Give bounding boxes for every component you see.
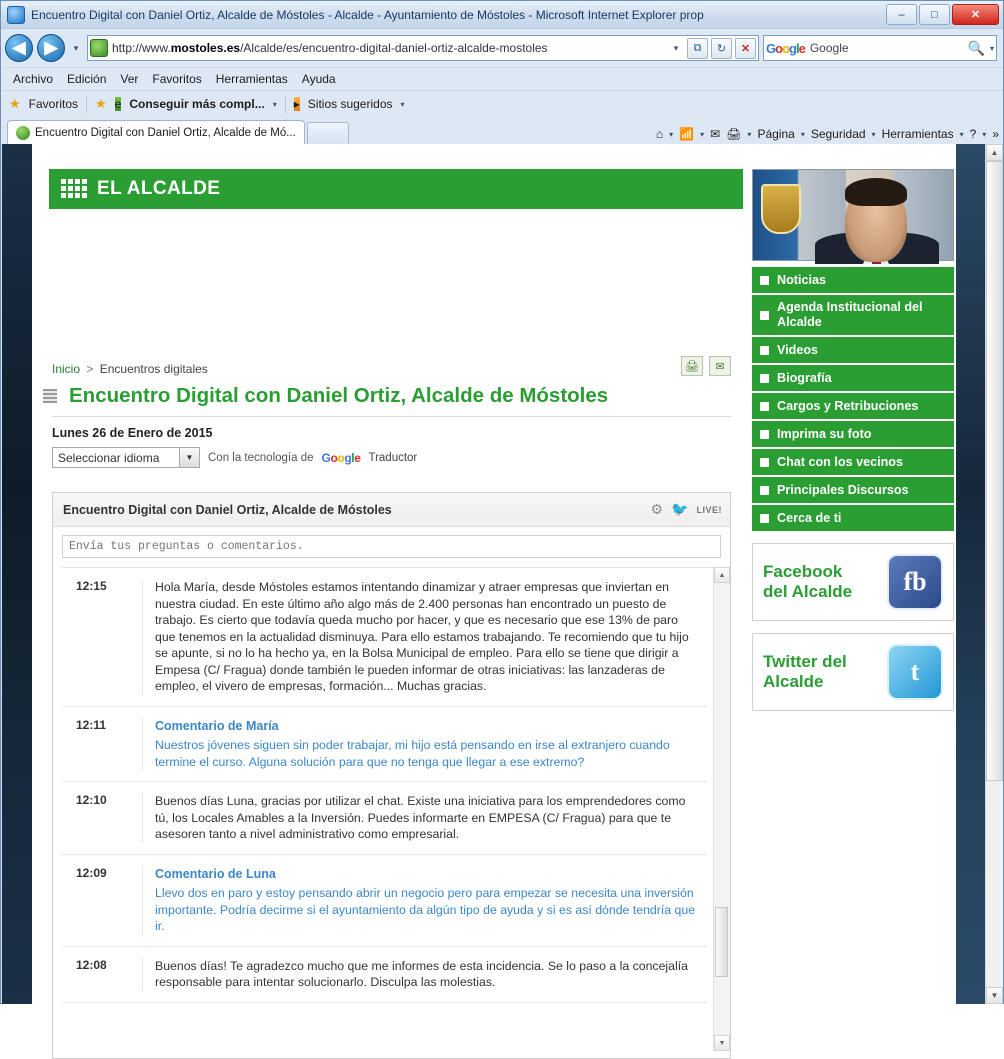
home-icon[interactable]: ⌂ <box>655 127 664 141</box>
message-body <box>142 718 697 771</box>
search-input[interactable]: Google <box>809 41 849 55</box>
message-time: 12:11 <box>76 717 107 732</box>
back-button[interactable]: ◀ <box>5 34 33 62</box>
menu-item-ver[interactable]: Ver <box>120 72 139 86</box>
coat-of-arms-icon <box>761 184 801 234</box>
stop-icon[interactable]: ✕ <box>735 38 756 59</box>
navigation-bar <box>1 29 1003 67</box>
chevron-down-icon[interactable]: ▾ <box>272 99 277 109</box>
star-icon: ★ <box>9 96 21 111</box>
email-page-icon[interactable]: ✉ <box>709 356 731 376</box>
address-bar[interactable] <box>87 35 759 61</box>
page-menu[interactable]: Página <box>757 127 795 141</box>
page-actions <box>681 356 731 376</box>
menu-item-favoritos[interactable]: Favoritos <box>152 72 202 86</box>
command-bar <box>656 127 999 141</box>
divider <box>86 96 87 113</box>
bullet-icon <box>760 311 769 320</box>
powered-by-label: Con la tecnología de <box>208 451 314 464</box>
message-time: 12:08 <box>76 957 107 972</box>
sidebar-item-label: Cargos y Retribuciones <box>777 399 919 413</box>
print-icon[interactable]: 🖨 <box>726 127 742 141</box>
bullet-icon <box>760 276 769 285</box>
mail-icon[interactable]: ✉ <box>710 127 721 141</box>
print-chevron-down-icon[interactable]: ▾ <box>747 129 752 139</box>
bullet-icon <box>760 430 769 439</box>
sidebar-item-biografia[interactable] <box>752 365 954 391</box>
twitter-icon: t <box>887 644 943 700</box>
message-text: Llevo dos en paro y estoy pensando abrir un negocio pero para empezar se necesita una inversión importante. Podría decirme si el ayuntamiento da algún tipo de ayuda y si es así dónde tendría que ir. <box>155 886 696 933</box>
message-author: Comentario de María <box>155 718 279 733</box>
page-content <box>32 144 956 1047</box>
tab-favicon <box>16 126 30 140</box>
sidebar-item-agenda[interactable] <box>752 295 954 335</box>
address-url <box>112 41 665 55</box>
sidebar-item-chat-vecinos[interactable] <box>752 449 954 475</box>
home-chevron-down-icon[interactable]: ▾ <box>669 129 674 139</box>
message-body <box>142 579 697 695</box>
sidebar-item-cerca-de-ti[interactable] <box>752 505 954 531</box>
bullet-icon <box>760 346 769 355</box>
web-page <box>2 144 986 1047</box>
compatibility-view-icon[interactable]: ⧉ <box>687 38 708 59</box>
chevron-down-icon[interactable]: ▼ <box>179 448 199 467</box>
feeds-icon[interactable]: 📶 <box>679 127 695 141</box>
translator-label: Traductor <box>368 451 418 464</box>
chat-message <box>62 855 707 947</box>
scroll-up-icon[interactable]: ▲ <box>986 144 1003 161</box>
help-icon[interactable]: ? <box>969 127 977 141</box>
banner-title: EL ALCALDE <box>97 178 221 199</box>
bullet-icon <box>760 458 769 467</box>
message-author: Comentario de Luna <box>155 866 276 881</box>
sidebar-item-label: Cerca de ti <box>777 511 842 525</box>
favorites-button[interactable]: Favoritos <box>28 97 79 111</box>
chat-panel <box>52 492 731 1059</box>
message-text: Hola María, desde Móstoles estamos intentando dinamizar y atraer empresas que inviertan en nuestra ciudad. En este último año algo más de 2.400 personas han encontrado un puesto de trabajo. Es cierto que todavía queda mucho por hacer, y que es necesario que ese 13% de paro que tenemos en la actualidad disminuya. Para ello estamos trabajando. Te recomiendo que tu hijo se apunte, si no lo ha hecho ya, en la Bolsa Municipal de empleo. Para ello se tiene que dirigir a Empesa (C/ Fragua) donde también le pueden informar de otras iniciativas: las lanzaderas de empleo, el vivero de empresas, formación... Muchas gracias. <box>155 580 689 693</box>
url-domain: mostoles.es <box>170 41 241 55</box>
window-title: Encuentro Digital con Daniel Ortiz, Alcalde de Móstoles - Alcalde - Ayuntamiento de Móstoles - Microsoft Internet Explorer prop <box>31 7 704 22</box>
tab-bar <box>1 117 1003 144</box>
tab-active[interactable] <box>7 120 305 144</box>
page-title: Encuentro Digital con Daniel Ortiz, Alcalde de Móstoles <box>69 384 609 407</box>
scroll-down-icon[interactable]: ▼ <box>986 987 1003 1004</box>
facebook-promo[interactable] <box>752 543 954 621</box>
facebook-promo-line2: del Alcalde <box>763 582 853 601</box>
print-page-icon[interactable]: 🖨 <box>681 356 703 376</box>
title-divider <box>52 416 731 417</box>
facebook-icon: fb <box>887 554 943 610</box>
message-text: Nuestros jóvenes siguen sin poder trabajar, mi hijo está pensando en irse al extranjero cuando termine el curso. Alguna solución para que no tenga que llegar a ese extremo? <box>155 738 670 769</box>
recent-pages-icon[interactable]: ▾ <box>73 42 79 53</box>
chat-title: Encuentro Digital con Daniel Ortiz, Alcalde de Móstoles <box>63 502 392 517</box>
chevron-down-icon-2[interactable]: ▾ <box>400 99 405 109</box>
help-chevron-down-icon[interactable]: ▾ <box>982 129 987 139</box>
chat-header <box>53 493 730 527</box>
google-logo-icon: Google <box>766 40 805 56</box>
sidebar-item-label: Noticias <box>777 273 826 287</box>
message-text: Buenos días! Te agradezco mucho que me informes de esta incidencia. Se lo paso a la concejalía responsable para intentar solucionarlo. Disculpa las molestias. <box>155 958 688 989</box>
tools-chevron-down-icon[interactable]: ▾ <box>959 129 964 139</box>
security-chevron-down-icon[interactable]: ▾ <box>871 129 876 139</box>
menu-item-herramientas[interactable]: Herramientas <box>215 72 288 86</box>
title-marker-icon <box>43 389 57 403</box>
messages <box>62 568 707 1003</box>
security-menu[interactable]: Seguridad <box>810 127 866 141</box>
menu-item-ayuda[interactable]: Ayuda <box>301 72 336 86</box>
breadcrumb-current: Encuentros digitales <box>99 362 208 376</box>
chat-message <box>62 707 707 783</box>
suggested-sites-link[interactable]: Sitios sugeridos <box>307 97 393 111</box>
mayor-photo <box>752 169 954 261</box>
sidebar-item-label: Chat con los vecinos <box>777 455 903 469</box>
gear-icon[interactable]: ⚙ <box>650 501 664 517</box>
bullet-icon <box>760 402 769 411</box>
tools-menu[interactable]: Herramientas <box>881 127 954 141</box>
page-date: Lunes 26 de Enero de 2015 <box>52 426 213 440</box>
menu-item-archivo[interactable]: Archivo <box>13 72 54 86</box>
search-chevron-down-icon[interactable]: ▾ <box>989 43 994 53</box>
maximize-button[interactable]: □ <box>919 4 950 25</box>
tab-label: Encuentro Digital con Daniel Ortiz, Alcalde de Mó... <box>35 126 296 139</box>
bullet-icon <box>760 514 769 523</box>
chat-header-icons <box>650 501 722 518</box>
language-select-value: Seleccionar idioma <box>58 450 160 465</box>
refresh-icon[interactable]: ↻ <box>711 38 732 59</box>
twitter-promo-text <box>763 652 847 692</box>
menu-item-edicion[interactable]: Edición <box>67 72 107 86</box>
site-favicon <box>90 39 108 57</box>
forward-button[interactable]: ▶ <box>37 34 65 62</box>
overflow-icon[interactable]: » <box>992 127 999 141</box>
section-banner <box>49 169 743 209</box>
sidebar-item-cargos[interactable] <box>752 393 954 419</box>
bullet-icon <box>760 486 769 495</box>
message-time: 12:09 <box>76 865 107 880</box>
chat-scroll-thumb[interactable] <box>715 907 728 977</box>
chat-input-wrapper <box>53 527 730 564</box>
get-more-addons-link[interactable]: Conseguir más compl... <box>129 97 265 111</box>
sidebar <box>752 169 954 711</box>
twitter-promo-line1: Twitter del <box>763 652 847 671</box>
sidebar-menu <box>752 267 954 531</box>
chevron-down-icon[interactable]: ▾ <box>673 42 679 53</box>
search-box[interactable] <box>763 35 997 61</box>
sidebar-item-label: Principales Discursos <box>777 483 909 497</box>
suggested-sites-icon: ▸ <box>293 97 300 111</box>
new-tab-button[interactable] <box>307 122 349 144</box>
breadcrumb-home-link[interactable]: Inicio <box>52 362 81 376</box>
sidebar-item-imprima-foto[interactable] <box>752 421 954 447</box>
message-time: 12:15 <box>76 579 107 593</box>
twitter-promo[interactable] <box>752 633 954 711</box>
url-prefix: http://www. <box>112 41 171 55</box>
twitter-promo-line2: Alcalde <box>763 672 824 691</box>
chat-scroll-up-icon[interactable]: ▲ <box>714 567 730 583</box>
page-viewport <box>2 144 1003 1047</box>
sidebar-item-label: Imprima su foto <box>777 427 872 441</box>
facebook-promo-text <box>763 562 852 602</box>
feeds-chevron-down-icon[interactable]: ▾ <box>700 129 705 139</box>
page-scrollbar[interactable] <box>985 144 1003 1004</box>
title-bar <box>1 1 1003 29</box>
menu-bar <box>1 67 1003 90</box>
message-text: Buenos días Luna, gracias por utilizar el chat. Existe una iniciativa para los emprendedores como tú, los Locales Amables a la Inversión. Puedes informarte en EMPESA (C/ Fragua) para que te asesoren tanto a nivel administrativo como empresarial. <box>155 794 686 841</box>
twitter-icon[interactable]: 🐦 <box>671 501 689 517</box>
left-decorative-strip <box>2 144 32 1004</box>
translate-bar <box>52 447 417 468</box>
divider-2 <box>285 96 286 113</box>
sidebar-item-label: Videos <box>777 343 819 357</box>
favorites-bar <box>1 90 1003 117</box>
message-time: 12:10 <box>76 793 107 807</box>
message-body <box>142 866 697 935</box>
facebook-promo-line1: Facebook <box>763 562 843 581</box>
right-decorative-strip <box>956 144 986 1004</box>
addons-icon: e <box>114 97 122 111</box>
sidebar-item-discursos[interactable] <box>752 477 954 503</box>
grid-icon <box>61 179 85 199</box>
address-tools <box>687 38 756 59</box>
bullet-icon <box>760 374 769 383</box>
close-button[interactable]: ✕ <box>952 4 999 25</box>
app-icon <box>7 6 25 24</box>
page-title-row <box>37 384 737 408</box>
chat-message <box>62 782 707 855</box>
chat-message <box>62 947 707 1003</box>
window-controls <box>886 4 999 25</box>
sidebar-item-label: Agenda Institucional del Alcalde <box>777 300 923 329</box>
chat-message-list <box>62 567 723 1052</box>
chat-scroll-down-icon[interactable]: ▼ <box>714 1035 730 1051</box>
minimize-button[interactable]: – <box>886 4 917 25</box>
breadcrumb-separator: > <box>86 362 94 376</box>
language-select[interactable] <box>52 447 200 468</box>
star-icon-2: ★ <box>95 96 107 111</box>
search-icon[interactable]: 🔍 <box>967 39 985 56</box>
chat-input[interactable] <box>62 535 721 558</box>
mayor-hair <box>845 178 907 206</box>
page-chevron-down-icon[interactable]: ▾ <box>800 129 805 139</box>
breadcrumb <box>52 362 208 376</box>
live-badge: LIVE! <box>696 504 722 515</box>
chat-message <box>62 568 707 707</box>
scroll-thumb[interactable] <box>986 161 1003 781</box>
chat-scrollbar[interactable] <box>713 567 730 1051</box>
url-path: /Alcalde/es/encuentro-digital-daniel-ortiz-alcalde-mostoles <box>240 41 548 55</box>
message-body <box>142 958 697 991</box>
sidebar-item-noticias[interactable] <box>752 267 954 293</box>
sidebar-item-videos[interactable] <box>752 337 954 363</box>
google-logo-icon: Google <box>321 450 361 465</box>
sidebar-item-label: Biografía <box>777 371 832 385</box>
message-body <box>142 793 697 843</box>
